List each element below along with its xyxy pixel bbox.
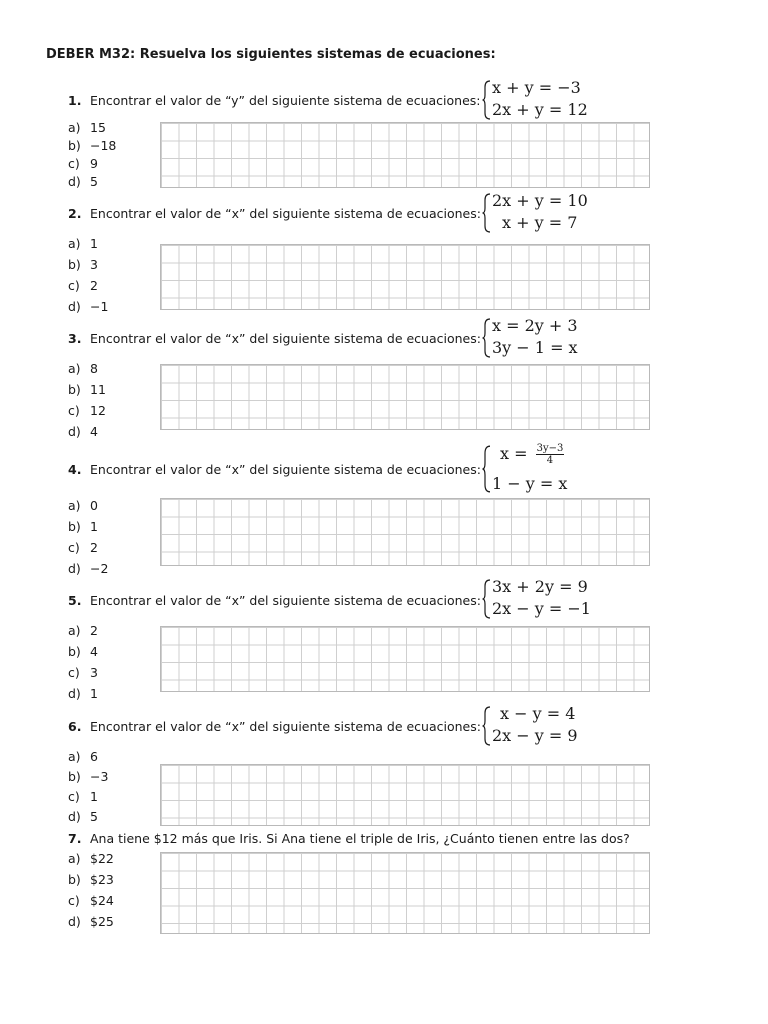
- answer-grid[interactable]: [160, 122, 650, 188]
- option-a: [68, 236, 98, 252]
- left-brace-icon: [482, 579, 492, 619]
- option-b: [68, 138, 116, 154]
- option-b: [68, 257, 98, 273]
- worksheet-title: DEBER M32: Resuelva los siguientes sistemas de ecuaciones:: [46, 47, 496, 62]
- question-number: 2.: [68, 206, 82, 221]
- question-number: 4.: [68, 462, 82, 477]
- option-letter: a): [68, 851, 81, 866]
- option-value: −18: [90, 138, 117, 153]
- option-c: [68, 278, 98, 294]
- left-brace-icon: [482, 80, 492, 120]
- answer-grid[interactable]: [160, 626, 650, 692]
- option-letter: b): [68, 872, 81, 887]
- answer-grid[interactable]: [160, 764, 650, 826]
- option-d: [68, 686, 98, 702]
- equation-1: x + y = −3: [492, 78, 581, 97]
- question-number: 1.: [68, 93, 82, 108]
- option-value: 8: [90, 361, 98, 376]
- question-number: 6.: [68, 719, 82, 734]
- equation-2: 2x − y = −1: [492, 599, 591, 618]
- option-value: −2: [90, 561, 109, 576]
- option-value: 2: [90, 623, 98, 638]
- option-value: −1: [90, 299, 109, 314]
- equation-2: 2x + y = 12: [492, 100, 588, 119]
- option-value: $22: [90, 851, 114, 866]
- option-d: [68, 914, 114, 930]
- answer-grid[interactable]: [160, 852, 650, 934]
- option-d: [68, 299, 108, 315]
- option-value: 1: [90, 789, 98, 804]
- fraction: [536, 443, 565, 466]
- option-letter: a): [68, 749, 81, 764]
- equation-2: 1 − y = x: [492, 474, 568, 493]
- option-value: 12: [90, 403, 106, 418]
- option-value: 11: [90, 382, 106, 397]
- option-c: [68, 665, 98, 681]
- answer-grid[interactable]: [160, 364, 650, 430]
- answer-grid[interactable]: [160, 244, 650, 310]
- option-value: 9: [90, 156, 98, 171]
- option-a: [68, 623, 98, 639]
- option-a: [68, 498, 98, 514]
- left-brace-icon: [482, 193, 492, 233]
- option-c: [68, 893, 114, 909]
- equation-1-lhs: x =: [500, 444, 528, 463]
- option-value: 4: [90, 644, 98, 659]
- question-number: 3.: [68, 331, 82, 346]
- option-letter: c): [68, 278, 80, 293]
- equation-1: 2x + y = 10: [492, 191, 588, 210]
- option-letter: d): [68, 561, 81, 576]
- left-brace-icon: [482, 318, 492, 358]
- option-a: [68, 851, 114, 867]
- option-value: 1: [90, 686, 98, 701]
- option-value: 15: [90, 120, 106, 135]
- equation-1: x = 2y + 3: [492, 316, 578, 335]
- option-letter: d): [68, 174, 81, 189]
- option-value: −3: [90, 769, 109, 784]
- option-b: [68, 382, 106, 398]
- option-letter: a): [68, 361, 81, 376]
- question-text: Encontrar el valor de “x” del siguiente sistema de ecuaciones:: [90, 719, 481, 734]
- option-value: $23: [90, 872, 114, 887]
- option-letter: b): [68, 769, 81, 784]
- option-c: [68, 789, 98, 805]
- option-value: 5: [90, 809, 98, 824]
- option-letter: b): [68, 257, 81, 272]
- option-c: [68, 156, 98, 172]
- equation-2: 2x − y = 9: [492, 726, 578, 745]
- fraction-denominator: 4: [546, 455, 554, 466]
- option-letter: a): [68, 120, 81, 135]
- option-letter: d): [68, 809, 81, 824]
- option-letter: d): [68, 424, 81, 439]
- question-text: Encontrar el valor de “x” del siguiente sistema de ecuaciones:: [90, 331, 481, 346]
- option-letter: d): [68, 299, 81, 314]
- option-value: $25: [90, 914, 114, 929]
- equation-2: 3y − 1 = x: [492, 338, 578, 357]
- option-d: [68, 424, 98, 440]
- option-c: [68, 540, 98, 556]
- question-text: Encontrar el valor de “x” del siguiente sistema de ecuaciones:: [90, 593, 481, 608]
- option-d: [68, 809, 98, 825]
- option-value: 1: [90, 519, 98, 534]
- question-text: Ana tiene $12 más que Iris. Si Ana tiene el triple de Iris, ¿Cuánto tienen entre las dos?: [90, 831, 630, 846]
- option-value: 4: [90, 424, 98, 439]
- option-letter: d): [68, 686, 81, 701]
- left-brace-icon: [482, 706, 492, 746]
- option-letter: b): [68, 382, 81, 397]
- option-letter: c): [68, 403, 80, 418]
- option-value: 3: [90, 665, 98, 680]
- question-number: 7.: [68, 831, 82, 846]
- option-letter: c): [68, 156, 80, 171]
- option-letter: c): [68, 789, 80, 804]
- option-d: [68, 174, 98, 190]
- option-c: [68, 403, 106, 419]
- option-a: [68, 120, 106, 136]
- option-value: 2: [90, 278, 98, 293]
- option-letter: b): [68, 138, 81, 153]
- option-d: [68, 561, 108, 577]
- left-brace-icon: [482, 445, 492, 493]
- equation-1: 3x + 2y = 9: [492, 577, 588, 596]
- option-value: $24: [90, 893, 114, 908]
- option-letter: d): [68, 914, 81, 929]
- option-value: 6: [90, 749, 98, 764]
- option-b: [68, 872, 114, 888]
- option-b: [68, 644, 98, 660]
- option-a: [68, 749, 98, 765]
- question-number: 5.: [68, 593, 82, 608]
- option-letter: b): [68, 644, 81, 659]
- option-letter: c): [68, 665, 80, 680]
- answer-grid[interactable]: [160, 498, 650, 566]
- option-letter: a): [68, 623, 81, 638]
- fraction-numerator: 3y−3: [536, 443, 564, 454]
- question-text: Encontrar el valor de “x” del siguiente sistema de ecuaciones:: [90, 206, 481, 221]
- option-b: [68, 769, 108, 785]
- question-text: Encontrar el valor de “x” del siguiente sistema de ecuaciones:: [90, 462, 481, 477]
- option-b: [68, 519, 98, 535]
- option-value: 2: [90, 540, 98, 555]
- question-text: Encontrar el valor de “y” del siguiente sistema de ecuaciones:: [90, 93, 481, 108]
- option-letter: a): [68, 498, 81, 513]
- option-value: 5: [90, 174, 98, 189]
- option-letter: c): [68, 540, 80, 555]
- option-letter: a): [68, 236, 81, 251]
- option-a: [68, 361, 98, 377]
- option-value: 3: [90, 257, 98, 272]
- equation-2: x + y = 7: [502, 213, 578, 232]
- equation-1: x − y = 4: [500, 704, 576, 723]
- option-letter: b): [68, 519, 81, 534]
- option-value: 0: [90, 498, 98, 513]
- equation-1: [500, 443, 564, 466]
- option-value: 1: [90, 236, 98, 251]
- option-letter: c): [68, 893, 80, 908]
